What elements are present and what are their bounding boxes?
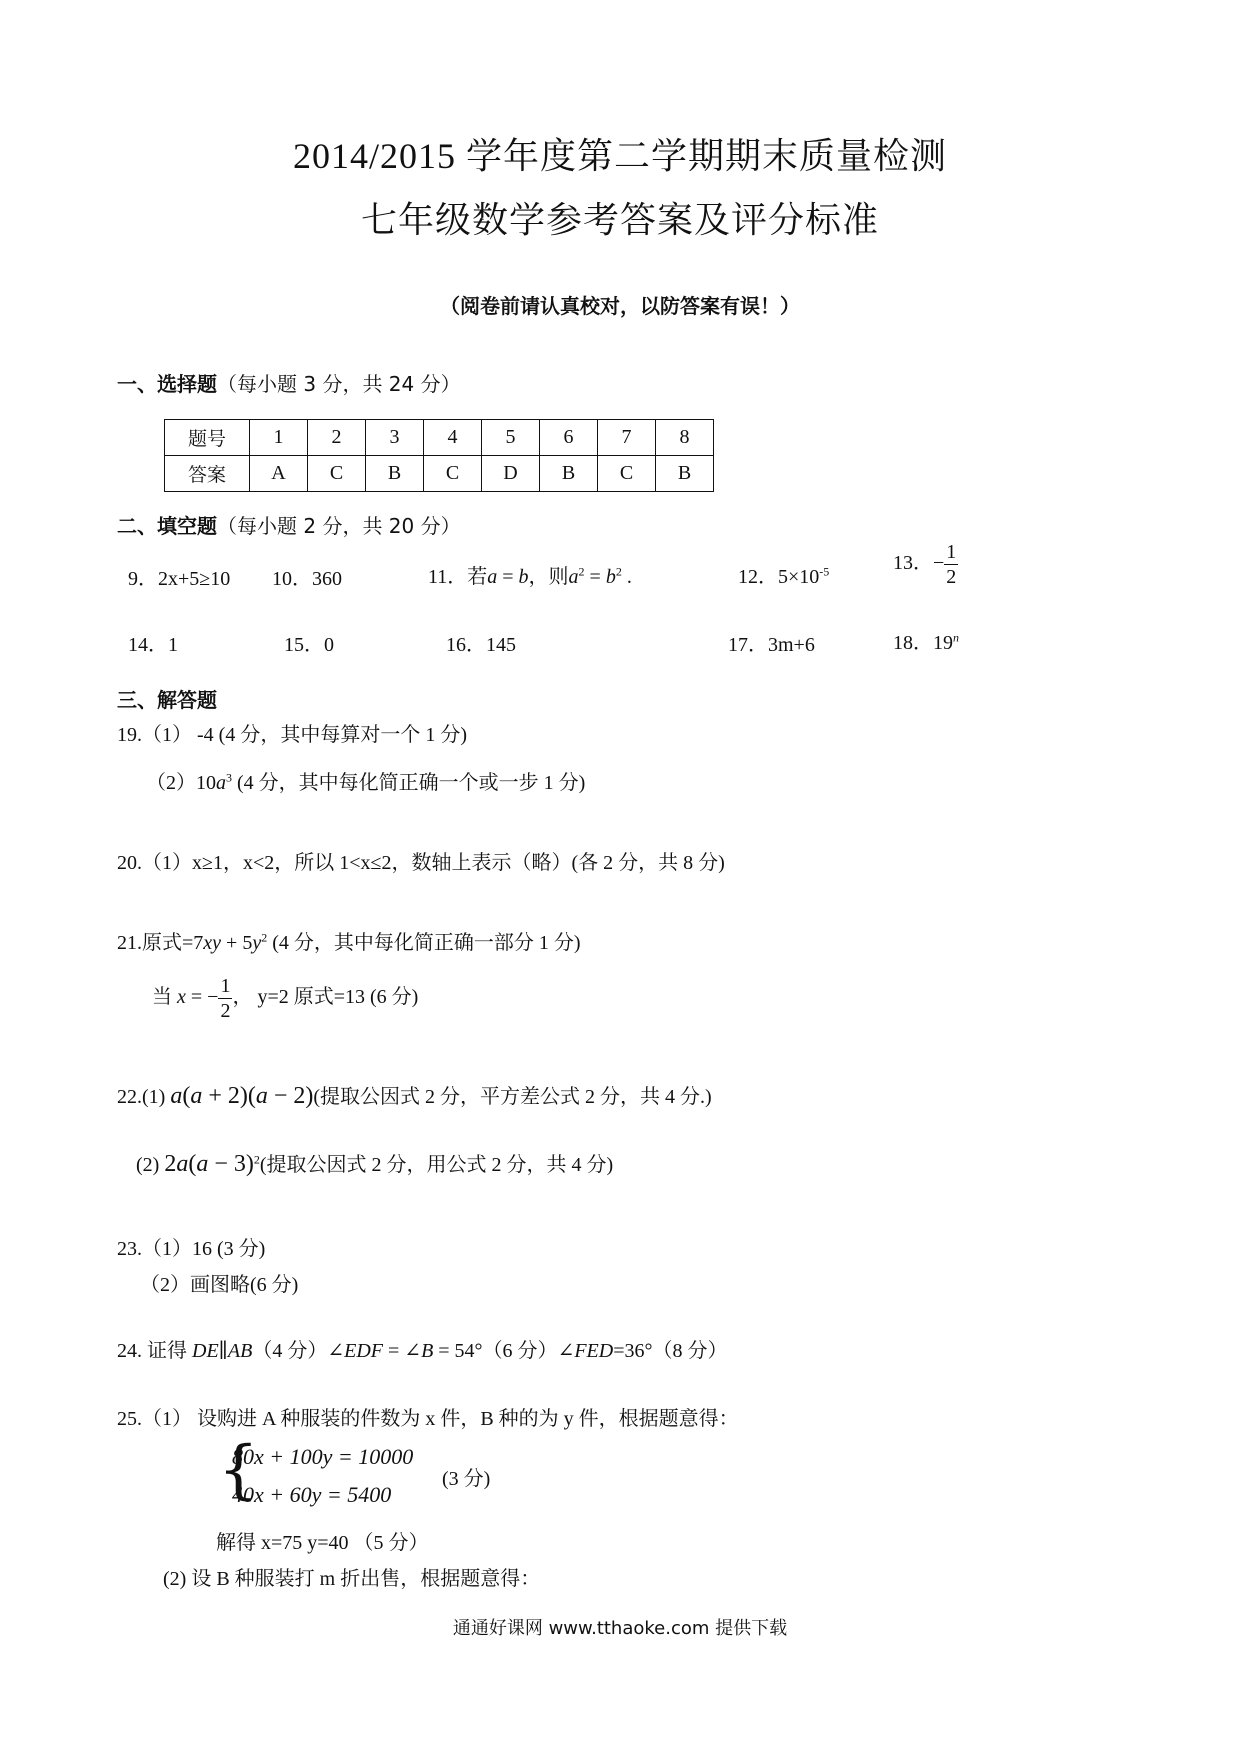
q22-1-prefix: 22.(1) bbox=[117, 1086, 171, 1108]
section-name: 三、解答题 bbox=[117, 688, 217, 712]
answer-q9: 9．2x+5≥10 bbox=[128, 568, 231, 590]
fraction-one-half: $\frac{1}{2}$ bbox=[220, 975, 231, 1022]
answer-q21-2: 当 x = − $\frac{1}{2}$ ， y=2 原式=13 (6 分) bbox=[152, 975, 419, 1022]
table-cell: 2 bbox=[308, 420, 366, 456]
q21-line2-prefix: 当 bbox=[152, 986, 177, 1009]
table-cell: 8 bbox=[656, 420, 714, 456]
answer-q25-1: 25.（1） 设购进 A 种服装的件数为 x 件，B 种的为 y 件，根据题意得： bbox=[117, 1408, 739, 1430]
table-cell: 答案 bbox=[165, 456, 250, 492]
q19-2-prefix: （2） bbox=[146, 772, 196, 794]
table-cell: 5 bbox=[482, 420, 540, 456]
q21-prefix: 21.原式= bbox=[117, 932, 194, 954]
table-cell: B bbox=[540, 456, 598, 492]
answer-q18 bbox=[893, 626, 959, 655]
section-multiple-choice bbox=[117, 368, 461, 397]
q24-score3: （8 分） bbox=[652, 1340, 728, 1362]
table-cell: 6 bbox=[540, 420, 598, 456]
answer-q13: 13．− $\frac{1}{2}$ bbox=[893, 541, 957, 588]
q21-line2-suffix: ， y=2 原式=13 (6 分) bbox=[232, 986, 419, 1009]
answer-q10: 10．360 bbox=[272, 568, 342, 590]
table-cell: A bbox=[250, 456, 308, 492]
equation-1: 80x + 100y = 10000 bbox=[232, 1444, 414, 1469]
table-row bbox=[165, 456, 714, 492]
q24-score2: （6 分） bbox=[482, 1340, 558, 1362]
answer-q19-2: $(2)10a^3$ (4 分，其中每化简正确一个或一步 1 分) bbox=[146, 770, 586, 794]
q22-2-prefix: (2) bbox=[136, 1154, 165, 1176]
answer-q12 bbox=[738, 560, 829, 589]
page-footer: 通通好课网 www.tthaoke.com 提供下载 bbox=[452, 1618, 788, 1639]
equation-score: (3 分) bbox=[442, 1468, 491, 1490]
table-cell: B bbox=[656, 456, 714, 492]
section-name: 一、选择题 bbox=[117, 372, 217, 396]
q11-prefix: 11．若 bbox=[428, 566, 488, 588]
section-detail: （每小题 3 分，共 24 分） bbox=[217, 372, 461, 396]
answer-q23-1: 23.（1）16 (3 分) bbox=[117, 1238, 266, 1260]
q19-2-suffix: (4 分，其中每化简正确一个或一步 1 分) bbox=[232, 772, 586, 794]
answer-q20: 20.（1）x≥1，x<2，所以 1<x≤2，数轴上表示（略）(各 2 分，共 8 分) bbox=[117, 852, 725, 874]
q13-prefix: 13． bbox=[893, 552, 933, 575]
q12-prefix: 12．5×10 bbox=[738, 566, 820, 588]
fraction-one-half: $\frac{1}{2}$ bbox=[946, 541, 957, 588]
answer-q16: 16．145 bbox=[446, 634, 516, 656]
table-cell: C bbox=[424, 456, 482, 492]
table-cell: 3 bbox=[366, 420, 424, 456]
answer-q22-1: 22.(1) a(a + 2)(a − 2)(提取公因式 2 分，平方差公式 2 分，共 4 分.) bbox=[117, 1083, 712, 1109]
table-cell: C bbox=[598, 456, 656, 492]
q22-1-suffix: (提取公因式 2 分，平方差公式 2 分，共 4 分.) bbox=[313, 1086, 712, 1108]
table-cell: 题号 bbox=[165, 420, 250, 456]
answer-table bbox=[164, 419, 714, 492]
answer-q15: 15．0 bbox=[284, 634, 334, 656]
table-cell: 1 bbox=[250, 420, 308, 456]
answer-q11: 11．若a = b，则$a^2 = b^2$ . bbox=[428, 564, 632, 588]
table-cell: C bbox=[308, 456, 366, 492]
proofread-note: （阅卷前请认真校对，以防答案有误！） bbox=[440, 294, 800, 318]
answer-q17: 17．3m+6 bbox=[728, 634, 815, 656]
section-solutions bbox=[117, 684, 217, 713]
q11-mid: ，则 bbox=[528, 566, 569, 588]
section-name: 二、填空题 bbox=[117, 514, 217, 538]
answer-q25-solution: 解得 x=75 y=40 （5 分） bbox=[216, 1532, 429, 1554]
table-cell: D bbox=[482, 456, 540, 492]
table-cell: 7 bbox=[598, 420, 656, 456]
q18-exponent: n bbox=[953, 630, 959, 645]
q12-exponent: -5 bbox=[819, 564, 830, 579]
table-row bbox=[165, 420, 714, 456]
q24-prefix: 24. 证得 bbox=[117, 1340, 192, 1362]
answer-q24: 24. 证得 DE∥AB（4 分）∠EDF = ∠B = 54°（6 分）∠FED=36°（8 分） bbox=[117, 1340, 728, 1362]
page-title: 2014/2015 学年度第二学期期末质量检测 bbox=[292, 136, 947, 176]
equation-2: 40x + 60y = 5400 bbox=[232, 1482, 392, 1507]
system-brace: { bbox=[218, 1433, 259, 1507]
answer-q14: 14．1 bbox=[128, 634, 178, 656]
section-fill-blank bbox=[117, 510, 461, 539]
page-subtitle: 七年级数学参考答案及评分标准 bbox=[360, 200, 879, 240]
answer-q22-2: (2) $2a(a - 3)^2$(提取公因式 2 分，用公式 2 分，共 4 分) bbox=[136, 1151, 614, 1177]
section-detail: （每小题 2 分，共 20 分） bbox=[217, 514, 461, 538]
answer-q19-1: 19.（1） -4 (4 分，其中每算对一个 1 分) bbox=[117, 724, 467, 746]
q18-prefix: 18．19 bbox=[893, 632, 953, 654]
q21-suffix: (4 分，其中每化简正确一部分 1 分) bbox=[267, 932, 581, 954]
answer-q25-2: (2) 设 B 种服装打 m 折出售，根据题意得： bbox=[163, 1568, 541, 1590]
table-cell: 4 bbox=[424, 420, 482, 456]
q24-score1: （4 分） bbox=[252, 1340, 328, 1362]
answer-q23-2: （2）画图略(6 分) bbox=[140, 1274, 299, 1296]
q22-2-suffix: (提取公因式 2 分，用公式 2 分，共 4 分) bbox=[259, 1154, 614, 1176]
table-cell: B bbox=[366, 456, 424, 492]
answer-q21-1: 21.原式$=7xy + 5y^2$ (4 分，其中每化简正确一部分 1 分) bbox=[117, 930, 581, 954]
